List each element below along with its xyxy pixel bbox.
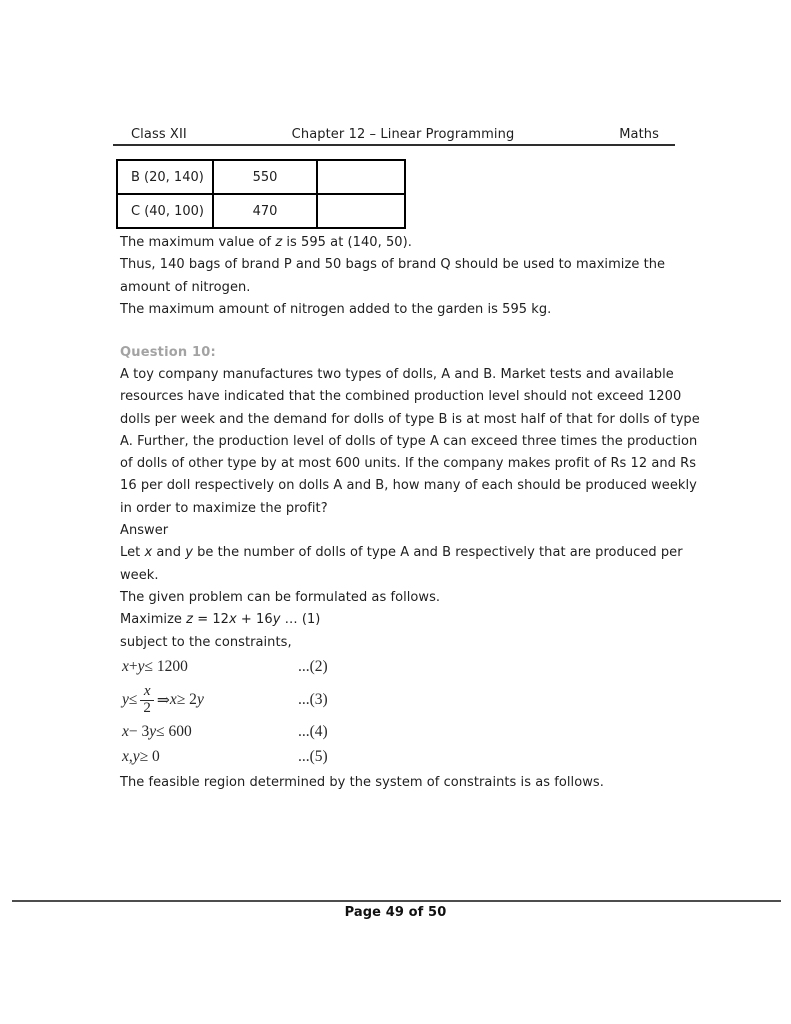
math-variable: x: [229, 612, 237, 628]
result-paragraph: [120, 232, 680, 321]
header-chapter-title: Chapter 12 – Linear Programming: [291, 127, 515, 142]
math-variable: x: [122, 658, 129, 675]
math-variable: y: [122, 691, 129, 708]
math-variable: y: [137, 658, 145, 675]
equation-expression: x , y ≥ 0: [122, 747, 160, 765]
equation-row: [122, 681, 542, 719]
table-row: [117, 194, 405, 228]
table-row: [117, 160, 405, 194]
equation-row: [122, 719, 542, 744]
text-line: Thus, 140 bags of brand P and 50 bags of brand Q should be used to maximize the: [120, 257, 666, 273]
text-line: amount of nitrogen.: [120, 279, 251, 295]
footer-divider: [12, 900, 781, 902]
text-line: A toy company manufactures two types of dolls, A and B. Market tests and available: [120, 367, 674, 382]
math-variable: y: [149, 722, 157, 740]
equation-expression: y ≤ $\frac{x}{2}$ ⇒ x ≥ 2 y: [122, 683, 204, 716]
text-line: in order to maximize the profit?: [120, 500, 328, 516]
math-variable: y: [132, 747, 140, 765]
math-variable: y: [272, 612, 281, 628]
text-line: of dolls of other type by at most 600 units. If the company makes profit of Rs 12 and Rs: [120, 456, 697, 472]
equation-row: [122, 653, 542, 681]
table-cell-value: 470: [213, 194, 317, 228]
text-line: 16 per doll respectively on dolls A and B, how many of each should be produced weekly: [120, 478, 697, 494]
equation-row: [122, 744, 542, 769]
values-table: [116, 159, 406, 229]
math-variable: x: [122, 722, 129, 740]
text-line: week.: [120, 567, 159, 583]
text-line: The maximum value of z is 595 at (140, 50).: [120, 235, 412, 250]
text-line: subject to the constraints,: [120, 634, 292, 650]
question-heading: Question 10:: [120, 345, 216, 360]
math-variable: x: [169, 691, 177, 708]
math-variable: x: [122, 747, 129, 765]
equation-number: ...(2): [298, 658, 328, 675]
text-line: Maximize z = 12x + 16y … (1): [120, 612, 321, 628]
equation-number: ...(3): [298, 691, 328, 708]
equation-expression: x − 3 y ≤ 600: [122, 722, 192, 740]
equation-expression: x + y ≤ 1200: [122, 658, 188, 675]
equation-number: ...(5): [298, 747, 328, 765]
math-variable: y: [185, 545, 193, 561]
constraint-equations: [122, 653, 542, 769]
math-variable: y: [196, 691, 204, 708]
header-class-label: Class XII: [131, 127, 187, 142]
fraction: $\frac{x}{2}$: [140, 684, 154, 716]
math-variable: x: [144, 545, 153, 561]
table-cell-point: B (20, 140): [117, 160, 213, 194]
text-line: The given problem can be formulated as follows.: [120, 589, 441, 605]
text-line: Let x and y be the number of dolls of type A and B respectively that are produced per: [120, 545, 683, 561]
header-subject-label: Maths: [619, 127, 659, 142]
table-cell-empty: [317, 160, 405, 194]
text-line: dolls per week and the demand for dolls of type B is at most half of that for dolls of type: [120, 411, 700, 427]
closing-line: The feasible region determined by the system of constraints is as follows.: [120, 775, 604, 790]
table-cell-empty: [317, 194, 405, 228]
text-line: The maximum amount of nitrogen added to the garden is 595 kg.: [120, 301, 552, 317]
table-cell-point: C (40, 100): [117, 194, 213, 228]
question-paragraph: [120, 364, 700, 654]
text-line: Answer: [120, 523, 169, 539]
page-number-label: Page 49 of 50: [344, 905, 447, 920]
text-line: resources have indicated that the combined production level should not exceed 1200: [120, 389, 682, 405]
text-line: A. Further, the production level of dolls of type A can exceed three times the production: [120, 433, 698, 449]
math-variable: z: [275, 235, 283, 250]
table-cell-value: 550: [213, 160, 317, 194]
equation-number: ...(4): [298, 722, 328, 740]
math-variable: z: [186, 612, 194, 628]
page-header: [113, 127, 675, 146]
